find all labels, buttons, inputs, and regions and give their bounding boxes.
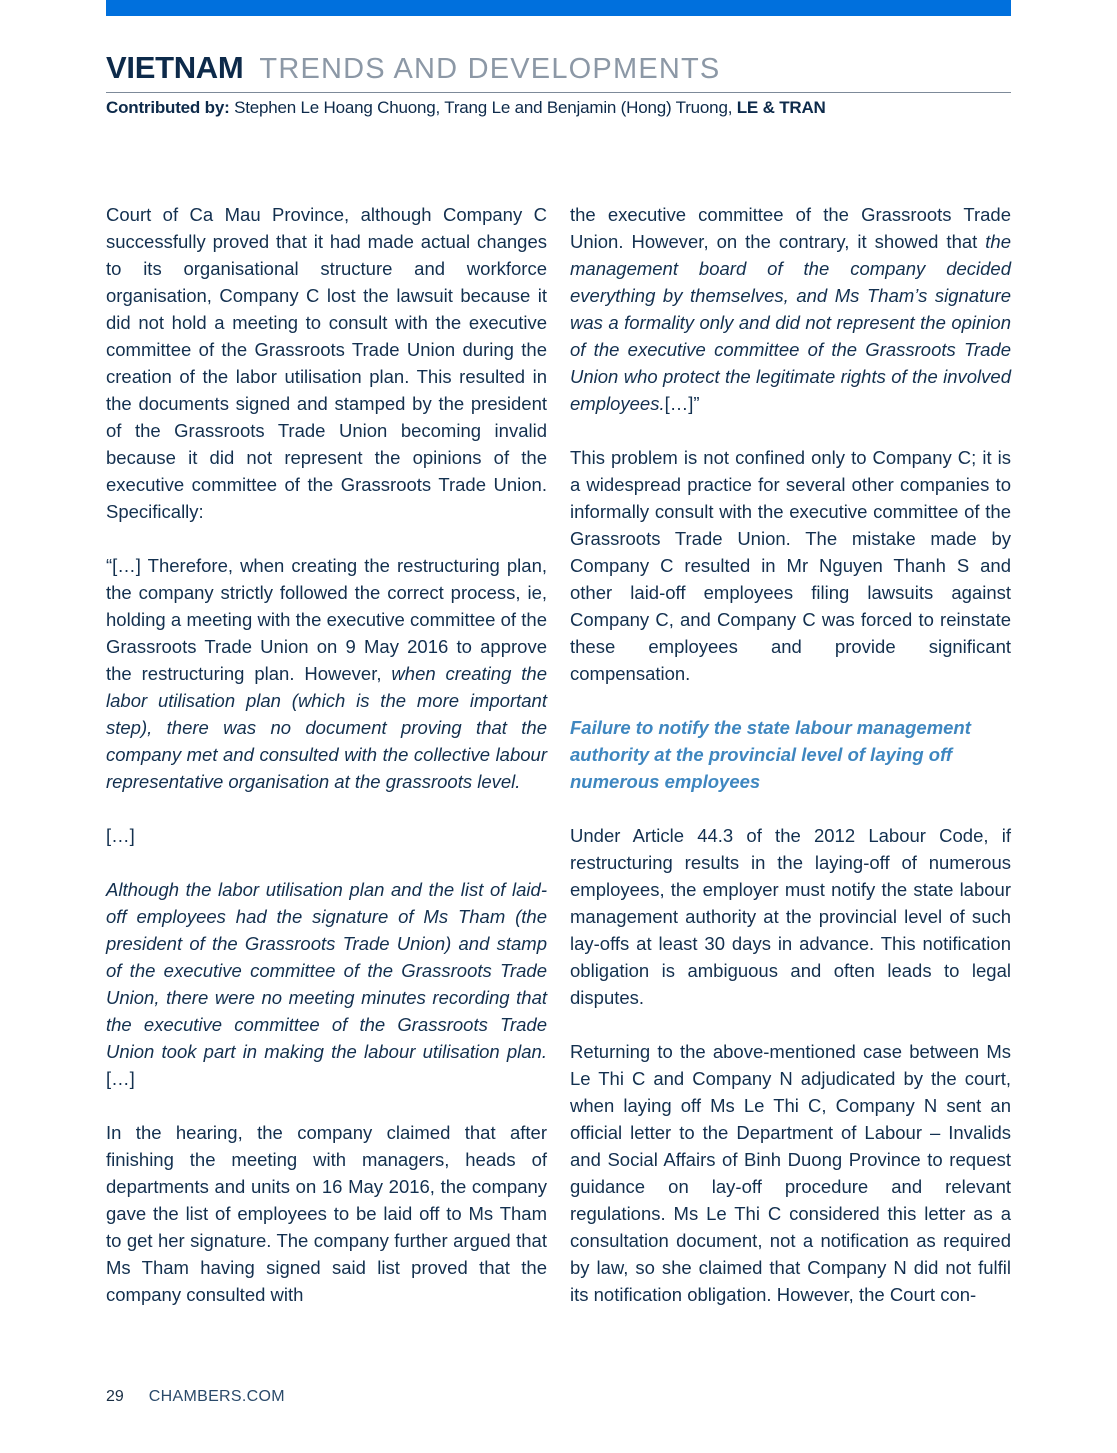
country-title: VIETNAM bbox=[106, 50, 244, 85]
header-divider bbox=[106, 92, 1011, 93]
left-column bbox=[106, 201, 547, 1308]
quote-emphasis: Although the labor utilisation plan and the list of laid-off employees had the signature of Ms Tham (the president of the Grassroots Trade Union) and stamp of the executive committee of the Grassroots Trade Union, there were no meeting minutes recording that the executive committee of the Grassroots Trade Union took part in making the labour utilisation plan. bbox=[106, 879, 547, 1062]
ellipsis-paragraph: […] bbox=[106, 825, 135, 846]
right-column bbox=[570, 201, 1011, 1308]
page-number: 29 bbox=[106, 1388, 124, 1405]
top-accent-bar bbox=[106, 0, 1011, 16]
quote-text: the executive committee of the Grassroots Trade Union. However, on the contrary, it showed that bbox=[570, 204, 1011, 252]
section-title: TRENDS AND DEVELOPMENTS bbox=[259, 53, 721, 85]
quote-ellipsis: […]” bbox=[664, 393, 700, 414]
quote-text: “[…] Therefore, when creating the restructuring plan, the company strictly followed the correct process, ie, holding a meeting with the executive committee of the Grassroots Trade Union on 9 May 2016 to approve the restructuring plan. However, bbox=[106, 555, 547, 684]
quote-emphasis: the management board of the company decided everything by themselves, and Ms Tham’s signature was a formality only and did not represent the opinion of the executive committee of the Grassroots Trade Union who protect the legitimate rights of the involved employees. bbox=[570, 231, 1011, 414]
section-subheading: Failure to notify the state labour management authority at the provincial level of laying off numerous employees bbox=[570, 717, 971, 792]
quote-paragraph bbox=[106, 552, 547, 795]
title-row bbox=[106, 50, 1011, 90]
quote-paragraph bbox=[106, 876, 547, 1092]
contributors-line bbox=[106, 98, 1011, 118]
quote-emphasis: when creating the labor utilisation plan (which is the more important step), there was no document proving that the company met and consulted with the collective labour representative organisation at the grassroots level. bbox=[106, 663, 548, 792]
paragraph: In the hearing, the company claimed that after finishing the meeting with managers, heads of departments and units on 16 May 2016, the company gave the list of employees to be laid off to Ms Tham to get her signature. The company further argued that Ms Tham having signed said list proved that the company consulted with bbox=[106, 1122, 547, 1305]
contributor-names: Stephen Le Hoang Chuong, Trang Le and Benjamin (Hong) Truong, bbox=[229, 98, 737, 117]
footer-site[interactable]: CHAMBERS.COM bbox=[148, 1388, 285, 1405]
paragraph: Returning to the above-mentioned case between Ms Le Thi C and Company N adjudicated by the court, when laying off Ms Le Thi C, Company N sent an official letter to the Department of Labour – Invalids and Social Affairs of Binh Duong Province to request guidance on lay-off procedure and relevant regulations. Ms Le Thi C considered this letter as a consultation document, not a notification as required by law, so she claimed that Company N did not fulfil its notification obligation. However, the Court con- bbox=[570, 1041, 1011, 1305]
quote-paragraph bbox=[570, 201, 1011, 417]
firm-name: LE & TRAN bbox=[736, 98, 826, 117]
contributed-label: Contributed by: bbox=[106, 98, 230, 117]
paragraph: Under Article 44.3 of the 2012 Labour Code, if restructuring results in the laying-off of numerous employees, the employer must notify the state labour management authority at the provincial level of such lay-offs at least 30 days in advance. This notification obligation is ambiguous and often leads to legal disputes. bbox=[570, 825, 1011, 1008]
quote-ellipsis: […] bbox=[106, 1068, 135, 1089]
page-footer bbox=[106, 1388, 285, 1406]
paragraph: This problem is not confined only to Company C; it is a widespread practice for several other companies to informally consult with the executive committee of the Grassroots Trade Union. The mistake made by Company C resulted in Mr Nguyen Thanh S and other laid-off employees filing lawsuits against Company C, and Company C was forced to reinstate these employees and provide significant compensation. bbox=[570, 447, 1011, 684]
paragraph: Court of Ca Mau Province, although Company C successfully proved that it had made actual changes to its organisational structure and workforce organisation, Company C lost the lawsuit because it did not hold a meeting to consult with the executive committee of the Grassroots Trade Union during the creation of the labor utilisation plan. This resulted in the documents signed and stamped by the president of the Grassroots Trade Union becoming invalid because it did not represent the opinions of the executive committee of the Grassroots Trade Union. Specifically: bbox=[106, 204, 547, 522]
page-header bbox=[106, 50, 1011, 118]
